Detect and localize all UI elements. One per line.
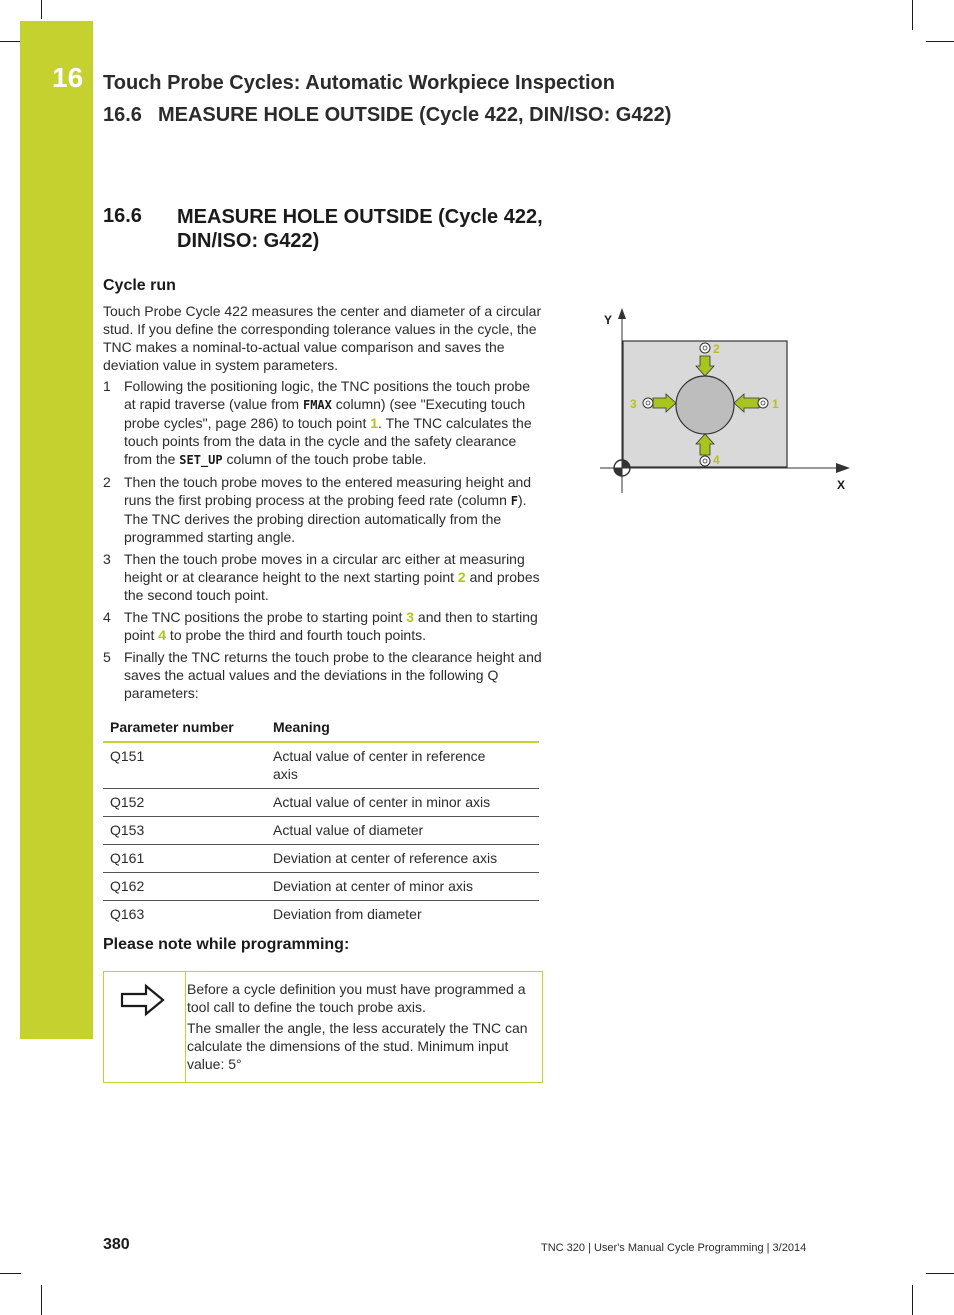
- param-meaning: Actual value of center in minor axis: [266, 789, 539, 817]
- list-item: [103, 648, 545, 702]
- step-number: 2: [103, 474, 111, 490]
- crop-mark: [912, 0, 913, 30]
- page-number: 380: [103, 1236, 130, 1253]
- footer-text: TNC 320 | User's Manual Cycle Programming | 3/2014: [541, 1242, 807, 1254]
- step-text: The TNC positions the probe to starting point: [124, 609, 407, 625]
- point-label-2: 2: [713, 342, 720, 356]
- cycle-run-intro: Touch Probe Cycle 422 measures the center and diameter of a circular stud. If you define the corresponding tolerance values in the cycle, the TNC makes a nominal-to-actual value comparison and saves the deviation value in system parameters.: [103, 303, 542, 373]
- param-meaning: Deviation at center of reference axis: [266, 845, 539, 873]
- step-text: column) (see "Executing touch probe cycles", page 286) to touch point: [124, 396, 526, 431]
- param-meaning: Deviation at center of minor axis: [266, 873, 539, 901]
- param-number: Q162: [103, 873, 266, 901]
- step-text: ). The TNC derives the probing direction automatically from the programmed starting angle.: [124, 492, 527, 545]
- chapter-number: 16: [52, 62, 84, 93]
- table-row: [103, 789, 539, 817]
- x-axis-label: X: [837, 478, 846, 492]
- table-row: [103, 901, 539, 929]
- param-number: Q153: [103, 817, 266, 845]
- probe-point-3-icon: [643, 398, 653, 408]
- param-meaning: Deviation from diameter: [273, 906, 422, 922]
- point-label-1: 1: [772, 397, 779, 411]
- note-paragraph: The smaller the angle, the less accurately the TNC can calculate the dimensions of the stud. Minimum input value: 5°: [187, 1020, 528, 1072]
- column-header: Meaning: [266, 716, 539, 742]
- point-ref: 4: [158, 627, 167, 643]
- step-number: 3: [103, 551, 111, 567]
- code-term: SET_UP: [179, 453, 223, 467]
- stud-circle: [676, 376, 734, 434]
- step-text: Finally the TNC returns the touch probe to the clearance height and saves the actual values and the deviations in the following Q parameters:: [124, 649, 542, 701]
- list-item: [103, 377, 545, 469]
- section-number: 16.6: [103, 205, 142, 227]
- param-number: Q163: [110, 906, 145, 922]
- note-heading: Please note while programming:: [103, 936, 350, 953]
- param-number: Q151: [103, 742, 266, 789]
- crop-mark: [41, 1285, 42, 1315]
- probe-point-4-icon: [700, 456, 710, 466]
- step-text: to probe the third and fourth touch points.: [166, 627, 426, 643]
- list-item: [103, 550, 545, 604]
- note-divider: [185, 972, 186, 1082]
- x-axis-arrow-icon: [836, 463, 850, 473]
- probe-point-2-icon: [700, 343, 710, 353]
- param-number: Q161: [103, 845, 266, 873]
- point-label-3: 3: [630, 397, 637, 411]
- param-meaning: Actual value of diameter: [266, 817, 539, 845]
- step-text: Then the touch probe moves to the entered measuring height and runs the first probing process at the probing feed rate (column: [124, 474, 532, 508]
- step-text: and then to starting point: [124, 609, 538, 643]
- point-ref: 3: [406, 609, 415, 625]
- step-text: . The TNC calculates the touch points from the data in the cycle and the safety clearance from the: [124, 415, 532, 467]
- cycle-steps: [103, 377, 545, 706]
- crop-mark: [926, 41, 954, 42]
- table-header-row: [103, 716, 539, 742]
- running-header-title: Touch Probe Cycles: Automatic Workpiece Inspection: [103, 72, 615, 94]
- step-number: 1: [103, 378, 111, 394]
- step-number: 4: [103, 609, 111, 625]
- list-item: [103, 608, 545, 644]
- step-text: Then the touch probe moves in a circular arc either at measuring height or at clearance height to the next starting point: [124, 551, 525, 585]
- table-row: [103, 873, 539, 901]
- list-item: [103, 473, 545, 546]
- cycle-run-heading: Cycle run: [103, 277, 176, 294]
- running-header-section-title: MEASURE HOLE OUTSIDE (Cycle 422, DIN/ISO: G422): [157, 104, 672, 126]
- running-header-section: [103, 104, 671, 127]
- cycle-diagram: [598, 305, 858, 495]
- table-row: [103, 817, 539, 845]
- point-ref: 2: [457, 569, 466, 585]
- code-term: FMAX: [302, 398, 332, 412]
- probe-point-1-icon: [758, 398, 768, 408]
- param-number: Q152: [103, 789, 266, 817]
- step-text: and probes the second touch point.: [124, 569, 540, 603]
- table-row: [103, 845, 539, 873]
- note-box: [103, 971, 543, 1083]
- origin-quadrant: [614, 468, 622, 476]
- note-paragraph: Before a cycle definition you must have programmed a tool call to define the touch probe axis.: [187, 981, 526, 1015]
- crop-mark: [912, 1285, 913, 1315]
- chapter-tab: [20, 21, 93, 1039]
- y-axis-arrow-icon: [618, 308, 626, 319]
- table-row: [103, 742, 539, 789]
- crop-mark: [0, 1273, 21, 1274]
- crop-mark: [41, 0, 42, 19]
- running-header-section-number: 16.6: [103, 104, 142, 126]
- crop-mark: [926, 1273, 954, 1274]
- step-text: column of the touch probe table.: [222, 451, 427, 467]
- column-header: Parameter number: [103, 716, 266, 742]
- right-arrow-icon: [120, 983, 166, 1017]
- section-title: MEASURE HOLE OUTSIDE (Cycle 422, DIN/ISO: G422): [177, 206, 543, 252]
- step-text: Following the positioning logic, the TNC positions the touch probe at rapid traverse (value from: [124, 378, 530, 412]
- crop-mark: [0, 41, 21, 42]
- param-meaning: Actual value of center in reference axis: [266, 742, 539, 789]
- note-text: [187, 980, 537, 1076]
- code-term: F: [510, 494, 518, 508]
- point-ref: 1: [370, 415, 379, 431]
- step-number: 5: [103, 649, 111, 665]
- point-label-4: 4: [713, 453, 720, 467]
- y-axis-label: Y: [604, 313, 613, 327]
- parameter-table: [103, 716, 539, 928]
